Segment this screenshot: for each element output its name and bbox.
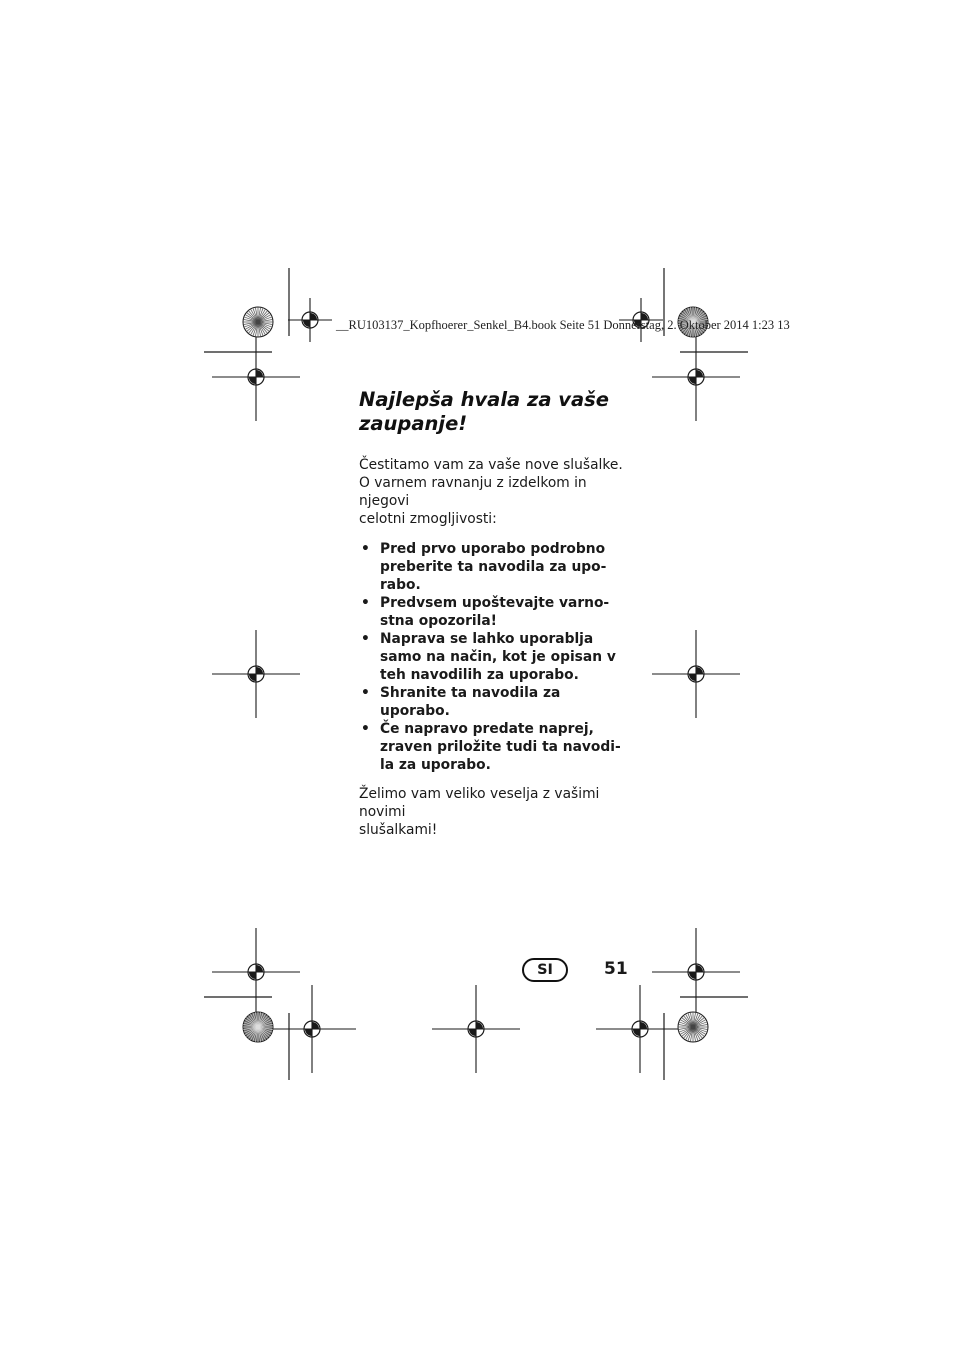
list-item-line: Naprava se lahko uporablja [380,631,594,647]
color-target-icon [243,307,273,337]
list-item-line: Predvsem upoštevajte varno- [380,595,610,611]
registration-mark-icon [432,985,520,1073]
list-item-line: samo na način, kot je opisan v [380,649,616,665]
registration-mark-icon [212,630,300,718]
page-number: 51 [604,959,628,979]
registration-mark-icon [652,333,740,421]
print-file-header: __RU103137_Kopfhoerer_Senkel_B4.book Seite 51 Donnerstag, 2. Oktober 2014 1:23 13 [336,318,790,332]
list-item-line: zraven priložite tudi ta navodi- [380,739,621,755]
color-target-icon [678,1012,708,1042]
intro-paragraph [359,456,634,528]
list-item-line: Shranite ta navodila za uporabo. [380,685,561,719]
list-item-line: la za uporabo. [380,757,491,773]
list-item [359,684,634,720]
registration-mark-icon [212,928,300,1016]
list-item [359,720,634,774]
bullet-icon: • [361,541,370,557]
bullet-icon: • [361,631,370,647]
list-item-line: Pred prvo uporabo podrobno [380,541,606,557]
registration-mark-icon [652,630,740,718]
list-item-line: preberite ta navodila za upo- [380,559,607,575]
bullet-icon: • [361,595,370,611]
bullet-icon: • [361,721,370,737]
list-item [359,630,634,684]
intro-line: celotni zmogljivosti: [359,511,497,527]
list-item [359,540,634,594]
closing-line: slušalkami! [359,822,438,838]
bullet-icon: • [361,685,370,701]
list-item-line: rabo. [380,577,421,593]
color-target-icon [243,1012,273,1042]
list-item [359,594,634,630]
page-title [359,388,634,436]
instruction-list [359,540,634,774]
page-content [359,388,634,839]
list-item-line: Če napravo predate naprej, [380,721,594,737]
registration-mark-icon [596,985,684,1073]
closing-line: Želimo vam veliko veselja z vašimi novimi [359,786,600,820]
list-item-line: teh navodilih za uporabo. [380,667,579,683]
registration-mark-icon [212,333,300,421]
registration-mark-icon [268,985,356,1073]
title-line: Najlepša hvala za vaše [359,388,609,411]
closing-paragraph [359,785,634,839]
intro-line: Čestitamo vam za vaše nove slušalke. [359,457,623,473]
registration-mark-icon [652,928,740,1016]
intro-line: O varnem ravnanju z izdelkom in njegovi [359,475,587,509]
list-item-line: stna opozorila! [380,613,497,629]
language-badge: SI [522,958,568,982]
title-line: zaupanje! [359,412,468,435]
registration-mark-icon [288,298,332,342]
